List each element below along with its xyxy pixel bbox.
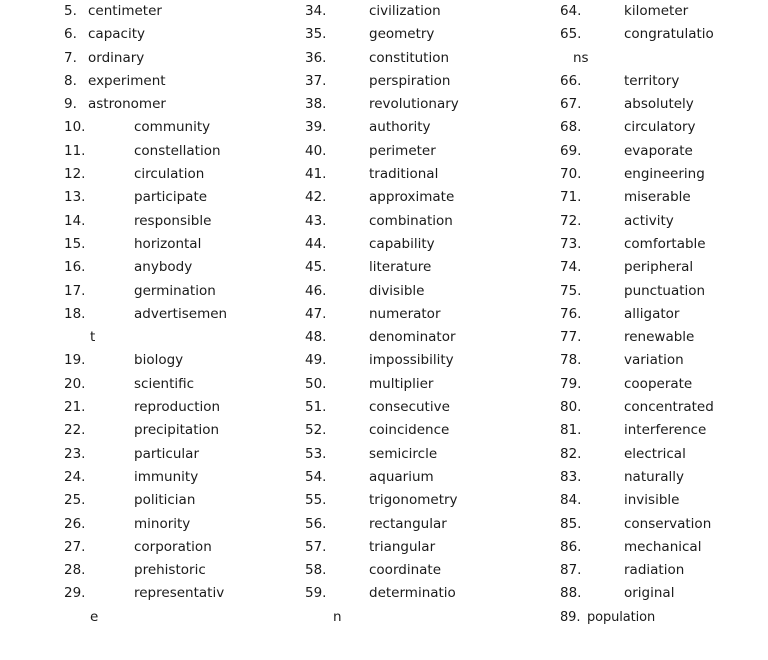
list-item xyxy=(305,559,535,582)
list-item-word: anybody xyxy=(134,259,193,276)
list-item-word: renewable xyxy=(624,329,695,346)
list-item-number: 23. xyxy=(64,445,86,462)
list-item-number: 38. xyxy=(305,96,327,113)
list-item-word: minority xyxy=(134,515,191,532)
list-item-word: territory xyxy=(624,72,680,89)
list-item xyxy=(64,513,294,536)
list-item-word: prehistoric xyxy=(134,562,206,579)
list-item-number: 73. xyxy=(560,235,582,252)
list-item xyxy=(560,280,768,303)
list-item-word: congratulatio xyxy=(624,26,714,43)
list-item-word: multiplier xyxy=(369,375,434,392)
list-item-word: divisible xyxy=(369,282,425,299)
list-item-number: 51. xyxy=(305,399,327,416)
list-item-number: 65. xyxy=(560,26,582,43)
list-item xyxy=(305,186,535,209)
list-item-number: 37. xyxy=(305,72,327,89)
list-item-number: 59. xyxy=(305,585,327,602)
list-item-wrapped-text: e xyxy=(90,608,99,625)
list-item-word: consecutive xyxy=(369,399,450,416)
list-item xyxy=(305,0,535,23)
list-item-number: 14. xyxy=(64,212,86,229)
list-item-word: concentrated xyxy=(624,399,714,416)
list-item-number: 71. xyxy=(560,189,582,206)
list-item xyxy=(305,23,535,46)
word-column-1 xyxy=(64,0,294,629)
list-item-word: naturally xyxy=(624,468,684,485)
list-item-number: 20. xyxy=(64,375,86,392)
list-item-number: 7. xyxy=(64,49,77,66)
list-item-word: advertisemen xyxy=(134,305,228,322)
list-item-word: precipitation xyxy=(134,422,220,439)
list-item xyxy=(560,70,768,93)
list-item-word: responsible xyxy=(134,212,212,229)
list-item-word: denominator xyxy=(369,329,456,346)
list-item-number: 22. xyxy=(64,422,86,439)
list-item xyxy=(305,373,535,396)
list-item-number: 29. xyxy=(64,585,86,602)
list-item-word: comfortable xyxy=(624,235,706,252)
list-item-word: miserable xyxy=(624,189,691,206)
list-item-number: 77. xyxy=(560,329,582,346)
list-item-number: 49. xyxy=(305,352,327,369)
list-item xyxy=(64,373,294,396)
list-item-word: peripheral xyxy=(624,259,694,276)
list-item-word: civilization xyxy=(369,3,441,19)
word-column-3 xyxy=(560,0,768,629)
list-item xyxy=(305,489,535,512)
list-item-word: numerator xyxy=(369,305,441,322)
list-item xyxy=(305,466,535,489)
list-item-word: interference xyxy=(624,422,707,439)
list-item-word: engineering xyxy=(624,166,705,183)
list-item-word: combination xyxy=(369,212,453,229)
list-item xyxy=(64,536,294,559)
list-item xyxy=(560,163,768,186)
list-item-word: traditional xyxy=(369,166,439,183)
list-item xyxy=(64,233,294,256)
list-item xyxy=(305,280,535,303)
list-item xyxy=(64,559,294,582)
list-item xyxy=(560,210,768,233)
list-item-number: 25. xyxy=(64,492,86,509)
list-item-number: 56. xyxy=(305,515,327,532)
list-item-number: 84. xyxy=(560,492,582,509)
list-item xyxy=(305,443,535,466)
list-item-word: absolutely xyxy=(624,96,694,113)
list-item-number: 76. xyxy=(560,305,582,322)
list-item-number: 18. xyxy=(64,305,86,322)
list-item-word: participate xyxy=(134,189,208,206)
list-item-number: 68. xyxy=(560,119,582,136)
list-item xyxy=(560,23,768,46)
list-item-word: authority xyxy=(369,119,431,136)
list-item-word: radiation xyxy=(624,562,685,579)
list-item-number: 69. xyxy=(560,142,582,159)
list-item-word: experiment xyxy=(88,72,166,89)
list-item xyxy=(64,303,294,326)
list-item-word: impossibility xyxy=(369,352,454,369)
list-item-number: 88. xyxy=(560,585,582,602)
list-item-word: community xyxy=(134,119,211,136)
list-item-word: constellation xyxy=(134,142,221,159)
list-item xyxy=(305,210,535,233)
list-item-word: invisible xyxy=(624,492,680,509)
list-item xyxy=(560,536,768,559)
list-item-number: 46. xyxy=(305,282,327,299)
list-item-word: aquarium xyxy=(369,468,434,485)
list-item-word: original xyxy=(624,585,675,602)
list-item-number: 34. xyxy=(305,3,327,19)
list-item xyxy=(560,466,768,489)
list-item xyxy=(560,93,768,116)
list-item xyxy=(305,513,535,536)
list-item-number: 12. xyxy=(64,166,86,183)
list-item-word: scientific xyxy=(134,375,195,392)
list-item-number: 35. xyxy=(305,26,327,43)
list-item-number: 83. xyxy=(560,468,582,485)
list-item-number: 21. xyxy=(64,399,86,416)
list-item-word: horizontal xyxy=(134,235,202,252)
list-item-number: 55. xyxy=(305,492,327,509)
list-item-word: perimeter xyxy=(369,142,436,159)
list-item-word: evaporate xyxy=(624,142,693,159)
list-item xyxy=(64,186,294,209)
list-item xyxy=(305,70,535,93)
list-item xyxy=(64,116,294,139)
list-item-number: 9. xyxy=(64,96,77,113)
list-item xyxy=(305,47,535,70)
list-item xyxy=(560,0,768,23)
list-item-word: determinatio xyxy=(369,585,456,602)
list-item-number: 82. xyxy=(560,445,582,462)
list-item xyxy=(560,513,768,536)
list-item-word: geometry xyxy=(369,26,435,43)
list-item-word: immunity xyxy=(134,468,199,485)
list-item xyxy=(560,256,768,279)
list-item-number: 75. xyxy=(560,282,582,299)
list-item xyxy=(560,349,768,372)
list-item-word: perspiration xyxy=(369,72,451,89)
list-item-number: 54. xyxy=(305,468,327,485)
list-item-word: semicircle xyxy=(369,445,438,462)
list-item-wrapped-text: t xyxy=(90,329,96,346)
list-item-number: 27. xyxy=(64,538,86,555)
list-item xyxy=(560,186,768,209)
list-item-number: 39. xyxy=(305,119,327,136)
list-item-number: 36. xyxy=(305,49,327,66)
list-item-number: 78. xyxy=(560,352,582,369)
list-item-number: 81. xyxy=(560,422,582,439)
list-item-number: 70. xyxy=(560,166,582,183)
list-item xyxy=(64,93,294,116)
list-item xyxy=(305,396,535,419)
list-item xyxy=(64,210,294,233)
list-item-word: reproduction xyxy=(134,399,221,416)
list-item-number: 50. xyxy=(305,375,327,392)
list-item-number: 48. xyxy=(305,329,327,346)
list-item-word: particular xyxy=(134,445,199,462)
list-item-word: astronomer xyxy=(88,96,166,113)
list-item xyxy=(64,47,294,70)
list-item-number: 79. xyxy=(560,375,582,392)
list-item xyxy=(305,256,535,279)
list-item-word: trigonometry xyxy=(369,492,458,509)
list-item-word: population xyxy=(587,609,656,625)
list-item-word: representativ xyxy=(134,585,225,602)
word-column-2 xyxy=(305,0,535,629)
list-item-word: circulatory xyxy=(624,119,696,136)
list-item-wrapped-text: ns xyxy=(573,49,589,66)
list-item xyxy=(560,326,768,349)
list-item xyxy=(64,396,294,419)
list-item-word: activity xyxy=(624,212,674,229)
list-item xyxy=(305,233,535,256)
list-item-word: capability xyxy=(369,235,435,252)
list-item-number: 67. xyxy=(560,96,582,113)
list-item xyxy=(305,326,535,349)
list-item-word: cooperate xyxy=(624,375,693,392)
list-item-number: 58. xyxy=(305,562,327,579)
list-item-word: approximate xyxy=(369,189,455,206)
list-item-word: coordinate xyxy=(369,562,442,579)
list-item xyxy=(560,396,768,419)
list-item-number: 57. xyxy=(305,538,327,555)
list-item xyxy=(305,116,535,139)
list-item-word: politician xyxy=(134,492,196,509)
list-item xyxy=(64,582,294,605)
list-item-word: ordinary xyxy=(88,49,145,66)
list-item-number: 89. xyxy=(560,609,581,625)
list-item-number: 64. xyxy=(560,3,582,19)
list-item xyxy=(560,419,768,442)
list-item-word: mechanical xyxy=(624,538,702,555)
list-item-number: 43. xyxy=(305,212,327,229)
list-item xyxy=(305,582,535,605)
list-item-number: 6. xyxy=(64,26,77,43)
list-item xyxy=(64,280,294,303)
list-item-word: triangular xyxy=(369,538,436,555)
list-item xyxy=(305,303,535,326)
list-item-number: 45. xyxy=(305,259,327,276)
list-item-word: corporation xyxy=(134,538,212,555)
list-item xyxy=(64,443,294,466)
list-item-word: electrical xyxy=(624,445,686,462)
list-item-number: 40. xyxy=(305,142,327,159)
list-item-number: 41. xyxy=(305,166,327,183)
list-item-number: 80. xyxy=(560,399,582,416)
list-item-word: circulation xyxy=(134,166,205,183)
list-item-number: 87. xyxy=(560,562,582,579)
list-item xyxy=(560,489,768,512)
list-item xyxy=(64,489,294,512)
list-item xyxy=(560,373,768,396)
list-item-number: 15. xyxy=(64,235,86,252)
list-item-word: kilometer xyxy=(624,3,689,19)
list-item xyxy=(64,419,294,442)
list-item-number: 26. xyxy=(64,515,86,532)
list-item-word: capacity xyxy=(88,26,145,43)
list-item-word: rectangular xyxy=(369,515,447,532)
list-item xyxy=(560,443,768,466)
list-item-number: 19. xyxy=(64,352,86,369)
list-item xyxy=(64,23,294,46)
list-item xyxy=(560,116,768,139)
list-item-number: 10. xyxy=(64,119,86,136)
list-item-word: germination xyxy=(134,282,216,299)
list-item xyxy=(560,140,768,163)
list-item-word: revolutionary xyxy=(369,96,459,113)
list-item xyxy=(64,466,294,489)
list-item xyxy=(64,349,294,372)
list-item-number: 17. xyxy=(64,282,86,299)
list-item-word: conservation xyxy=(624,515,712,532)
list-item-number: 86. xyxy=(560,538,582,555)
list-item-number: 52. xyxy=(305,422,327,439)
list-item-number: 42. xyxy=(305,189,327,206)
list-item xyxy=(64,256,294,279)
list-item-number: 53. xyxy=(305,445,327,462)
list-item xyxy=(560,606,768,629)
list-item-number: 74. xyxy=(560,259,582,276)
list-item-word: variation xyxy=(624,352,684,369)
list-item-word: alligator xyxy=(624,305,680,322)
list-item-word: punctuation xyxy=(624,282,706,299)
list-item-number: 24. xyxy=(64,468,86,485)
list-item-number: 11. xyxy=(64,142,86,159)
list-item xyxy=(305,419,535,442)
list-item xyxy=(305,93,535,116)
list-item-word: coincidence xyxy=(369,422,450,439)
list-item-number: 8. xyxy=(64,72,77,89)
list-item xyxy=(64,163,294,186)
list-item xyxy=(305,140,535,163)
list-item-number: 5. xyxy=(64,3,77,19)
list-item-number: 28. xyxy=(64,562,86,579)
list-item-number: 16. xyxy=(64,259,86,276)
list-item-number: 13. xyxy=(64,189,86,206)
list-item xyxy=(64,0,294,23)
list-item-word: biology xyxy=(134,352,184,369)
list-item xyxy=(560,233,768,256)
list-item-number: 72. xyxy=(560,212,582,229)
list-item-number: 66. xyxy=(560,72,582,89)
list-item-word: literature xyxy=(369,259,432,276)
list-item-word: centimeter xyxy=(88,3,162,19)
list-item-number: 85. xyxy=(560,515,582,532)
list-item xyxy=(560,582,768,605)
list-item xyxy=(64,140,294,163)
list-item xyxy=(64,70,294,93)
list-item xyxy=(560,303,768,326)
list-item xyxy=(560,559,768,582)
list-item xyxy=(305,163,535,186)
list-item-number: 44. xyxy=(305,235,327,252)
list-item-number: 47. xyxy=(305,305,327,322)
list-item xyxy=(305,536,535,559)
list-item xyxy=(305,349,535,372)
list-item-wrapped-text: n xyxy=(333,608,342,625)
list-item-word: constitution xyxy=(369,49,450,66)
